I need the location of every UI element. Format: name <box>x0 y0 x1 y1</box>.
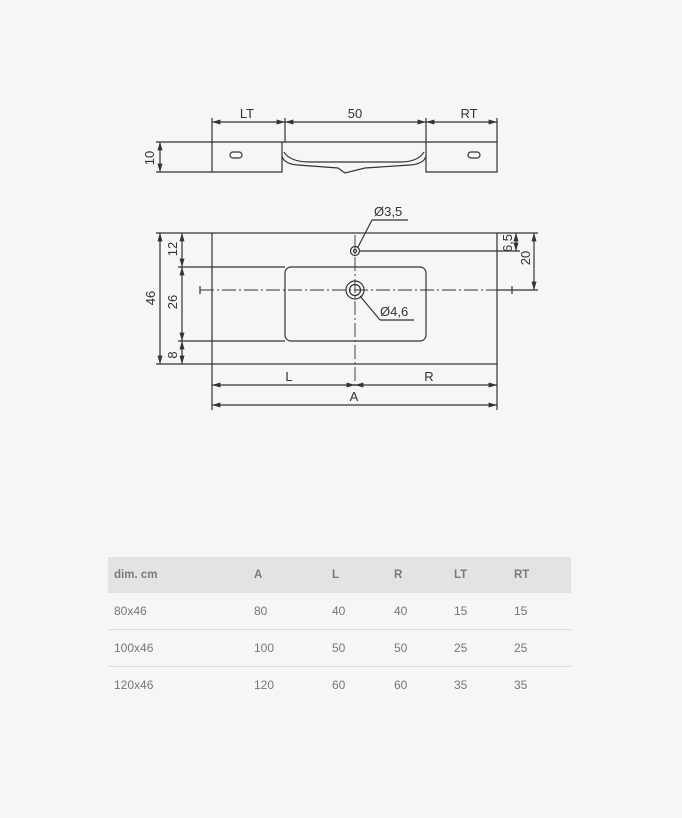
cell-rt: 15 <box>514 593 571 630</box>
cell-lt: 15 <box>454 593 514 630</box>
header-rt: RT <box>514 557 571 593</box>
cell-lt: 35 <box>454 678 468 692</box>
header-a: A <box>254 557 332 593</box>
dim-20-label: 20 <box>518 250 533 266</box>
cell-r: 40 <box>394 593 454 630</box>
basin-profile-outline <box>212 142 497 173</box>
table-row <box>108 630 571 667</box>
dim-46-label: 46 <box>143 290 158 306</box>
header-r: R <box>394 557 454 593</box>
cell-lt: 25 <box>454 630 514 667</box>
dim-a-label: A <box>349 389 359 404</box>
cell-dim: 100x46 <box>108 630 254 667</box>
dimensions-table <box>108 557 571 703</box>
cell-l: 40 <box>332 593 394 630</box>
cell-r: 50 <box>394 630 454 667</box>
cell-r: 60 <box>394 678 408 692</box>
cell-rt: 35 <box>514 678 528 692</box>
dim-26-label: 26 <box>165 294 180 310</box>
tap-hole-label: Ø3,5 <box>374 204 403 219</box>
left-slot <box>230 152 242 158</box>
cell-l: 50 <box>332 630 394 667</box>
dim-8-label: 8 <box>165 351 180 359</box>
table-row <box>108 667 571 704</box>
cell-rt: 25 <box>514 630 571 667</box>
cell-dim: 120x46 <box>114 678 154 692</box>
cell-a: 120 <box>254 678 275 692</box>
table-row <box>108 593 571 630</box>
plan-view <box>156 220 538 410</box>
drain-hole-label: Ø4,6 <box>380 304 409 319</box>
profile-view <box>156 118 497 173</box>
dim-l-label: L <box>285 369 293 384</box>
header-lt: LT <box>454 557 514 593</box>
dim-6-5-label: 6,5 <box>500 233 515 253</box>
cell-dim: 80x46 <box>108 593 254 630</box>
header-l: L <box>332 557 394 593</box>
dim-lt-label: LT <box>239 106 255 121</box>
right-slot <box>468 152 480 158</box>
header-dim: dim. cm <box>108 557 254 593</box>
cell-l: 60 <box>332 678 346 692</box>
dim-rt-label: RT <box>460 106 478 121</box>
table-header-row <box>108 557 571 593</box>
dim-10-label: 10 <box>142 150 157 166</box>
cell-a: 100 <box>254 630 332 667</box>
cell-a: 80 <box>254 593 332 630</box>
dim-50-label: 50 <box>347 106 363 121</box>
dim-12-label: 12 <box>165 241 180 257</box>
dim-r-label: R <box>424 369 434 384</box>
